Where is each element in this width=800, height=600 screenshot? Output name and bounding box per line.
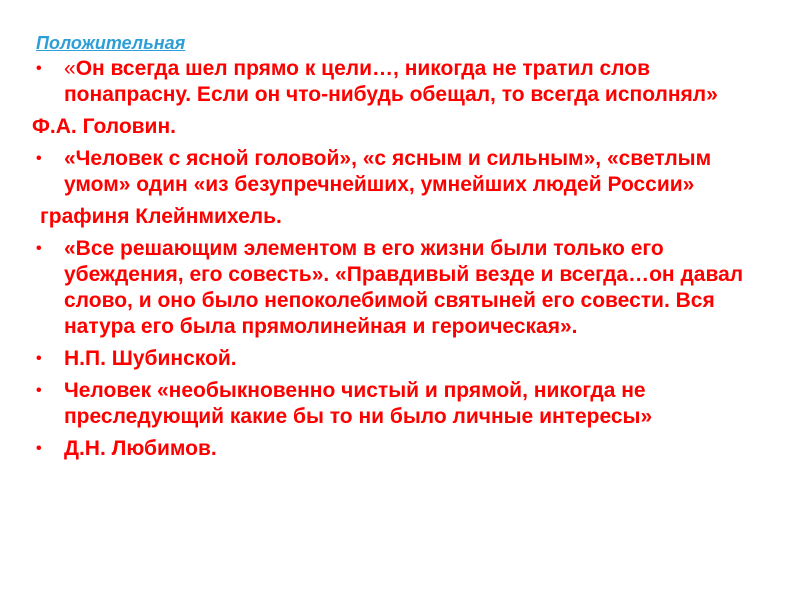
quote-1-open-mark: « bbox=[64, 57, 76, 80]
bullet-icon: • bbox=[36, 240, 42, 257]
author-3: Н.П. Шубинской. bbox=[64, 347, 237, 370]
bullet-icon: • bbox=[36, 350, 42, 367]
quote-4-text: Человек «необыкновенно чистый и прямой, никогда не преследующий какие бы то ни было личные интересы» bbox=[64, 379, 653, 428]
quotes-list bbox=[32, 56, 772, 468]
author-3-item bbox=[32, 346, 772, 372]
author-1: Ф.А. Головин. bbox=[32, 115, 176, 138]
quote-item-2 bbox=[32, 146, 772, 198]
quote-item-3 bbox=[32, 236, 772, 340]
author-4-item bbox=[32, 436, 772, 462]
author-2: графиня Клейнмихель. bbox=[40, 205, 282, 228]
bullet-icon: • bbox=[36, 440, 42, 457]
quote-1-text: Он всегда шел прямо к цели…, никогда не тратил слов понапрасну. Если он что-нибудь обещал, то всегда исполнял» bbox=[64, 57, 718, 106]
quote-item-4 bbox=[32, 378, 772, 430]
quote-item-1 bbox=[32, 56, 772, 108]
bullet-icon: • bbox=[36, 60, 42, 77]
bullet-icon: • bbox=[36, 150, 42, 167]
quote-3-text: «Все решающим элементом в его жизни были только его убеждения, его совесть». «Правдивый везде и всегда…он давал слово, и оно было непоколебимой святыней его совести. Вся натура его была прямолинейная и героическая». bbox=[64, 237, 744, 338]
quote-2-text: «Человек с ясной головой», «с ясным и сильным», «светлым умом» один «из безупречнейших, умнейших людей России» bbox=[64, 147, 712, 196]
bullet-icon: • bbox=[36, 382, 42, 399]
slide-heading: Положительная bbox=[36, 33, 186, 53]
author-4: Д.Н. Любимов. bbox=[64, 437, 217, 460]
